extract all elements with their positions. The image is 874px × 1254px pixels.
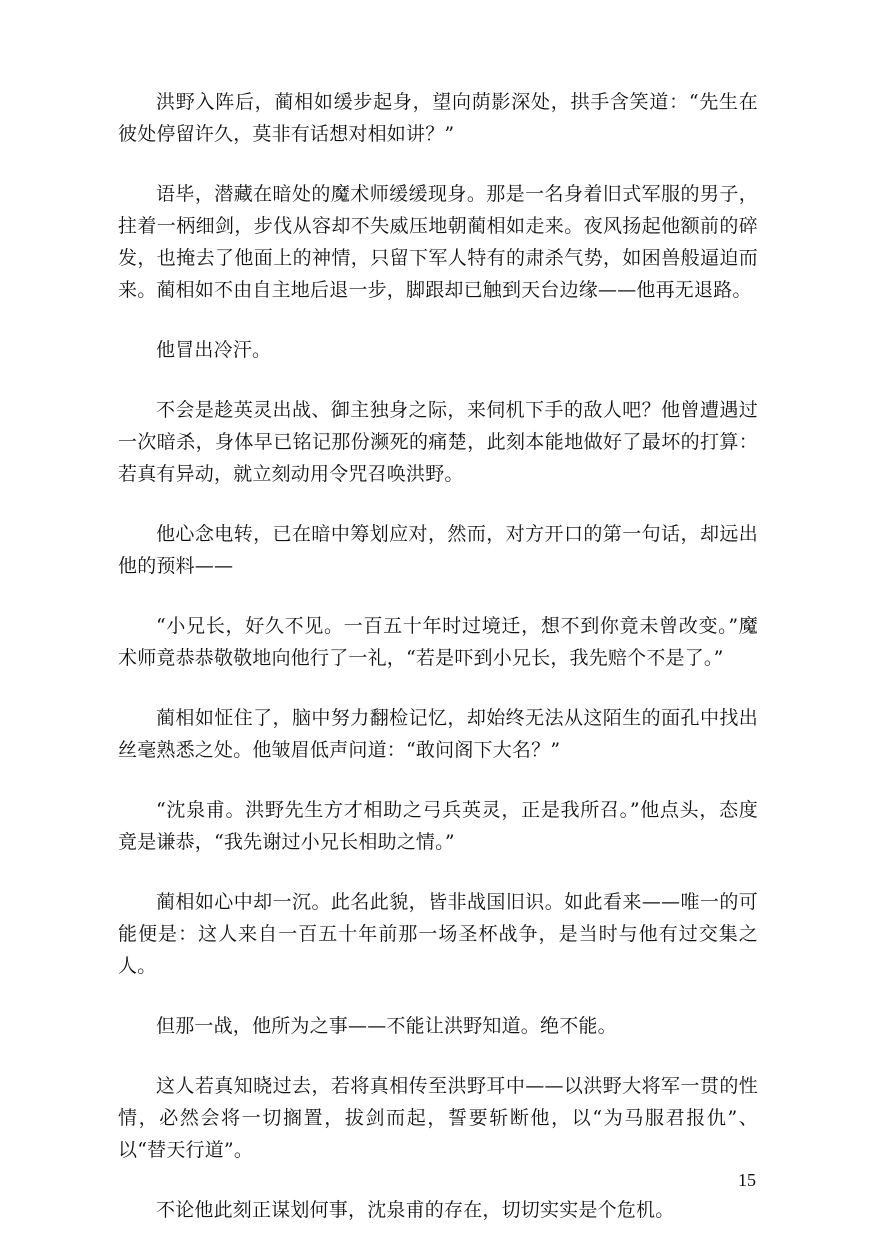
body-text (118, 86, 758, 1254)
paragraph: 语毕，潜藏在暗处的魔术师缓缓现身。那是一名身着旧式军服的男子，拄着一柄细剑，步伐从容却不失威压地朝蔺相如走来。夜风扬起他额前的碎发，也掩去了他面上的神情，只留下军人特有的肃杀气势，如困兽般逼迫而来。蔺相如不由自主地后退一步，脚跟却已触到天台边缘——他再无退路。 (118, 183, 758, 301)
paragraph: 他冒出冷汗。 (156, 339, 272, 361)
paragraph: “沈泉甫。洪野先生方才相助之弓兵英灵，正是我所召。”他点头，态度竟是谦恭，“我先谢过小兄长相助之情。” (118, 799, 758, 853)
paragraph: 但那一战，他所为之事——不能让洪野知道。绝不能。 (156, 1015, 617, 1037)
paragraph: 不会是趁英灵出战、御主独身之际，来伺机下手的敌人吧？他曾遭遇过一次暗杀，身体早已铭记那份濒死的痛楚，此刻本能地做好了最坏的打算：若真有异动，就立刻动用令咒召唤洪野。 (118, 399, 758, 485)
page-number: 15 (738, 1170, 756, 1190)
paragraph: 不论他此刻正谋划何事，沈泉甫的存在，切切实实是个危机。 (156, 1199, 675, 1221)
paragraph: “小兄长，好久不见。一百五十年时过境迁，想不到你竟未曾改变。”魔术师竟恭恭敬敬地向他行了一礼，“若是吓到小兄长，我先赔个不是了。” (118, 615, 758, 669)
paragraph: 洪野入阵后，蔺相如缓步起身，望向荫影深处，拱手含笑道：“先生在彼处停留许久，莫非有话想对相如讲？” (118, 91, 758, 145)
paragraph: 蔺相如怔住了，脑中努力翻检记忆，却始终无法从这陌生的面孔中找出丝毫熟悉之处。他皱眉低声问道：“敢问阁下大名？” (118, 707, 758, 761)
paragraph: 蔺相如心中却一沉。此名此貌，皆非战国旧识。如此看来——唯一的可能便是：这人来自一百五十年前那一场圣杯战争，是当时与他有过交集之人。 (118, 891, 758, 977)
paragraph: 这人若真知晓过去，若将真相传至洪野耳中——以洪野大将军一贯的性情，必然会将一切搁置，拔剑而起，誓要斩断他，以“为马服君报仇”、以“替天行道”。 (118, 1075, 758, 1161)
paragraph: 他心念电转，已在暗中筹划应对，然而，对方开口的第一句话，却远出他的预料—— (118, 523, 758, 577)
